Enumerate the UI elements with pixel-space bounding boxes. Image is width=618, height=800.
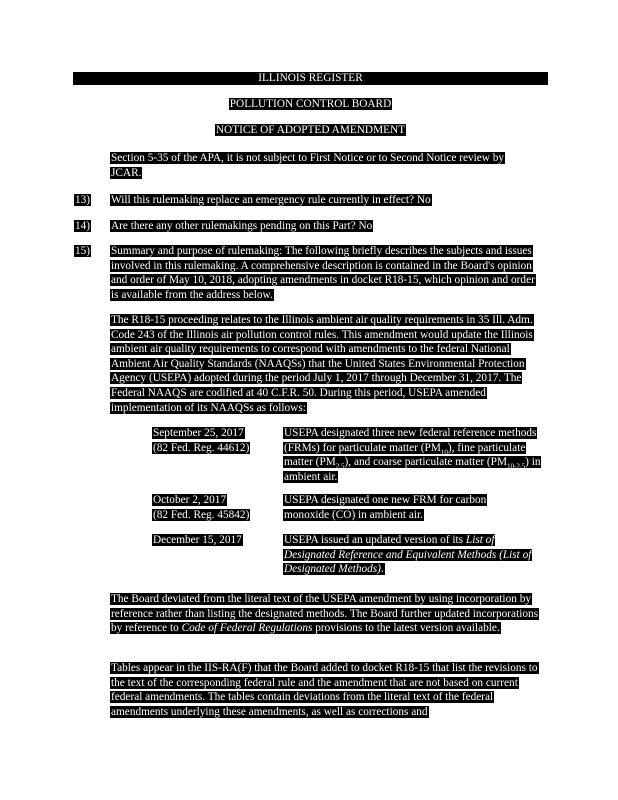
item-14-number: 14) [75,220,91,232]
amendment-3-date: December 15, 2017 [153,534,242,546]
board-title-line [73,98,548,111]
intro-text: Section 5-35 of the APA, it is not subject to First Notice or to Second Notice review by JCAR. [111,152,505,179]
item-13-text: Will this rulemaking replace an emergency rule currently in effect? No [111,194,431,206]
amendment-3-description: USEPA issued an updated version of its List of Designated Reference and Equivalent Methods (List of Designated Methods). [284,534,532,576]
r18-paragraph: The R18-15 proceeding relates to the Illinois ambient air quality requirements in 35 Ill. Adm. Code 243 of the Illinois air pollution control rules. This amendment would update the Illinois ambient air quality requirements to correspond with amendments to the federal National Ambient Air Quality Standards (NAAQSs) that the United States Environmental Protection Agency (USEPA) adopted during the period July 1, 2017 through December 31, 2017. The Federal NAAQS are codified at 40 C.F.R. 50. During this period, USEPA amended implementation of its NAAQSs as follows: [111,314,533,414]
board-title: POLLUTION CONTROL BOARD [229,98,392,110]
amendment-1-date-block [152,426,272,455]
tables-paragraph: Tables appear in the IIS-RA(F) that the Board added to docket R18-15 that list the revisions to the text of the corresponding federal rule and the amendment that are not based on current federal amendments. The tables contain deviations from the literal text of the federal amendments underlying these amendments, as well as corrections and [111,662,538,718]
amendment-2-citation: (82 Fed. Reg. 45842) [153,508,250,521]
amendment-2-date: October 2, 2017 [153,494,227,506]
item-13-number: 13) [75,194,91,206]
notice-title-line [73,124,548,137]
amendment-1-citation: (82 Fed. Reg. 44612) [153,441,250,454]
register-title: ILLINOIS REGISTER [258,72,363,84]
amendment-2-description: USEPA designated one new FRM for carbon monoxide (CO) in ambient air. [284,494,487,521]
amendment-3-date-block [152,533,272,548]
item-14-text: Are there any other rulemakings pending on this Part? No [111,220,373,232]
notice-title: NOTICE OF ADOPTED AMENDMENT [215,124,406,136]
item-15-text: Summary and purpose of rulemaking: The following briefly describes the subjects and issues involved in this rulemaking. A comprehensive description is contained in the Board's opinion and order of May 10, 2018, adopting amendments in docket R18-15, which opinion and order is available from the address below. [111,245,535,301]
amendment-1-description: USEPA designated three new federal reference methods (FRMs) for particulate matter $(PM_{10})$, fine particulate matter $(PM_{2.5})$, and coarse particulate matter $(PM_{10-2.5})$ in ambient air. [284,427,541,483]
intro-paragraph [110,151,535,180]
deviation-paragraph: The Board deviated from the literal text of the USEPA amendment by using incorporation by reference rather than listing the designated methods. The Board further updated incorporations by reference to Code of Federal Regulations provisions to the latest version available. [111,593,539,635]
amendment-1-date: September 25, 2017 [153,427,244,439]
amendment-2-date-block [152,493,272,522]
register-header-bar [73,72,548,85]
item-15-number: 15) [75,245,91,257]
